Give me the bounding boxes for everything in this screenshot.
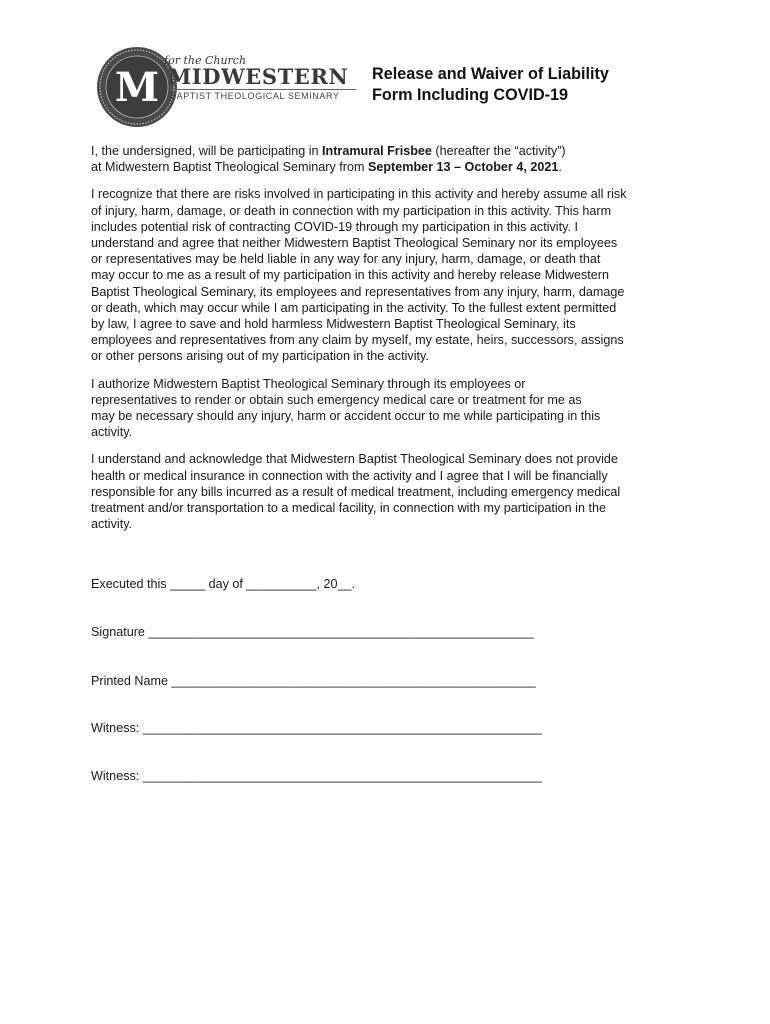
activity-name: Intramural Frisbee	[322, 144, 432, 158]
seminary-logo	[96, 46, 356, 130]
activity-dates: September 13 – October 4, 2021	[367, 160, 559, 175]
document-body	[91, 143, 691, 543]
intro-paragraph	[91, 143, 691, 175]
intro-line: I, the undersigned, will be participating in Intramural Frisbee (hereafter the “activity”)	[91, 144, 566, 158]
risk-paragraph: I recognize that there are risks involved in participating in this activity and hereby assume all risk of injury, harm, damage, or death in connection with my participation in this activity. This harm includes potential risk of contracting COVID-19 through my participation in this activity. I understand and agree that neither Midwestern Baptist Theological Seminary nor its employees or representatives may be held liable in any way for any injury, harm, damage, or death that may occur to me as a result of my participation in this activity and hereby release Midwestern Baptist Theological Seminary, its employees and representatives from any injury, harm, damage or death, which may occur while I am participating in the activity. To the fullest extent permitted by law, I agree to save and hold harmless Midwestern Baptist Theological Seminary, its employees and representatives from any claim by myself, my estate, heirs, successors, assigns or other persons arising out of my participation in the activity.	[91, 187, 627, 364]
medical-authorization-paragraph: I authorize Midwestern Baptist Theological Seminary through its employees or representatives to render or obtain such emergency medical care or treatment for me as may be necessary should any injury, harm or accident occur to me while participating in this activity.	[91, 376, 601, 440]
witness-line[interactable]: Witness: _________________________________________________________	[91, 769, 543, 783]
logo-subtitle: BAPTIST THEOLOGICAL SEMINARY	[170, 91, 340, 101]
printed-name-line[interactable]: Printed Name ____________________________________________________	[91, 674, 536, 688]
seal-letter: M	[114, 64, 160, 111]
title-line: Form Including COVID-19	[372, 86, 569, 104]
insurance-paragraph: I understand and acknowledge that Midwestern Baptist Theological Seminary does not provide health or medical insurance in connection with the activity and I agree that I will be financially responsible for any bills incurred as a result of medical treatment, including emergency medical treatment and/or transportation to a medical facility, in connection with my participation in the activity.	[91, 452, 621, 532]
title-line: Release and Waiver of Liability	[372, 65, 609, 83]
logo-tagline: for the Church	[164, 54, 247, 67]
intro-line: at Midwestern Baptist Theological Seminary from September 13 – October 4, 2021.	[91, 160, 562, 175]
logo-divider	[170, 89, 356, 90]
executed-date-line[interactable]: Executed this _____ day of __________, 20__.	[91, 577, 355, 591]
witness-line[interactable]: Witness: _________________________________________________________	[91, 721, 543, 735]
signature-line[interactable]: Signature _______________________________________________________	[91, 625, 534, 639]
document-title	[372, 64, 692, 106]
logo-name: MIDWESTERN	[168, 64, 349, 89]
